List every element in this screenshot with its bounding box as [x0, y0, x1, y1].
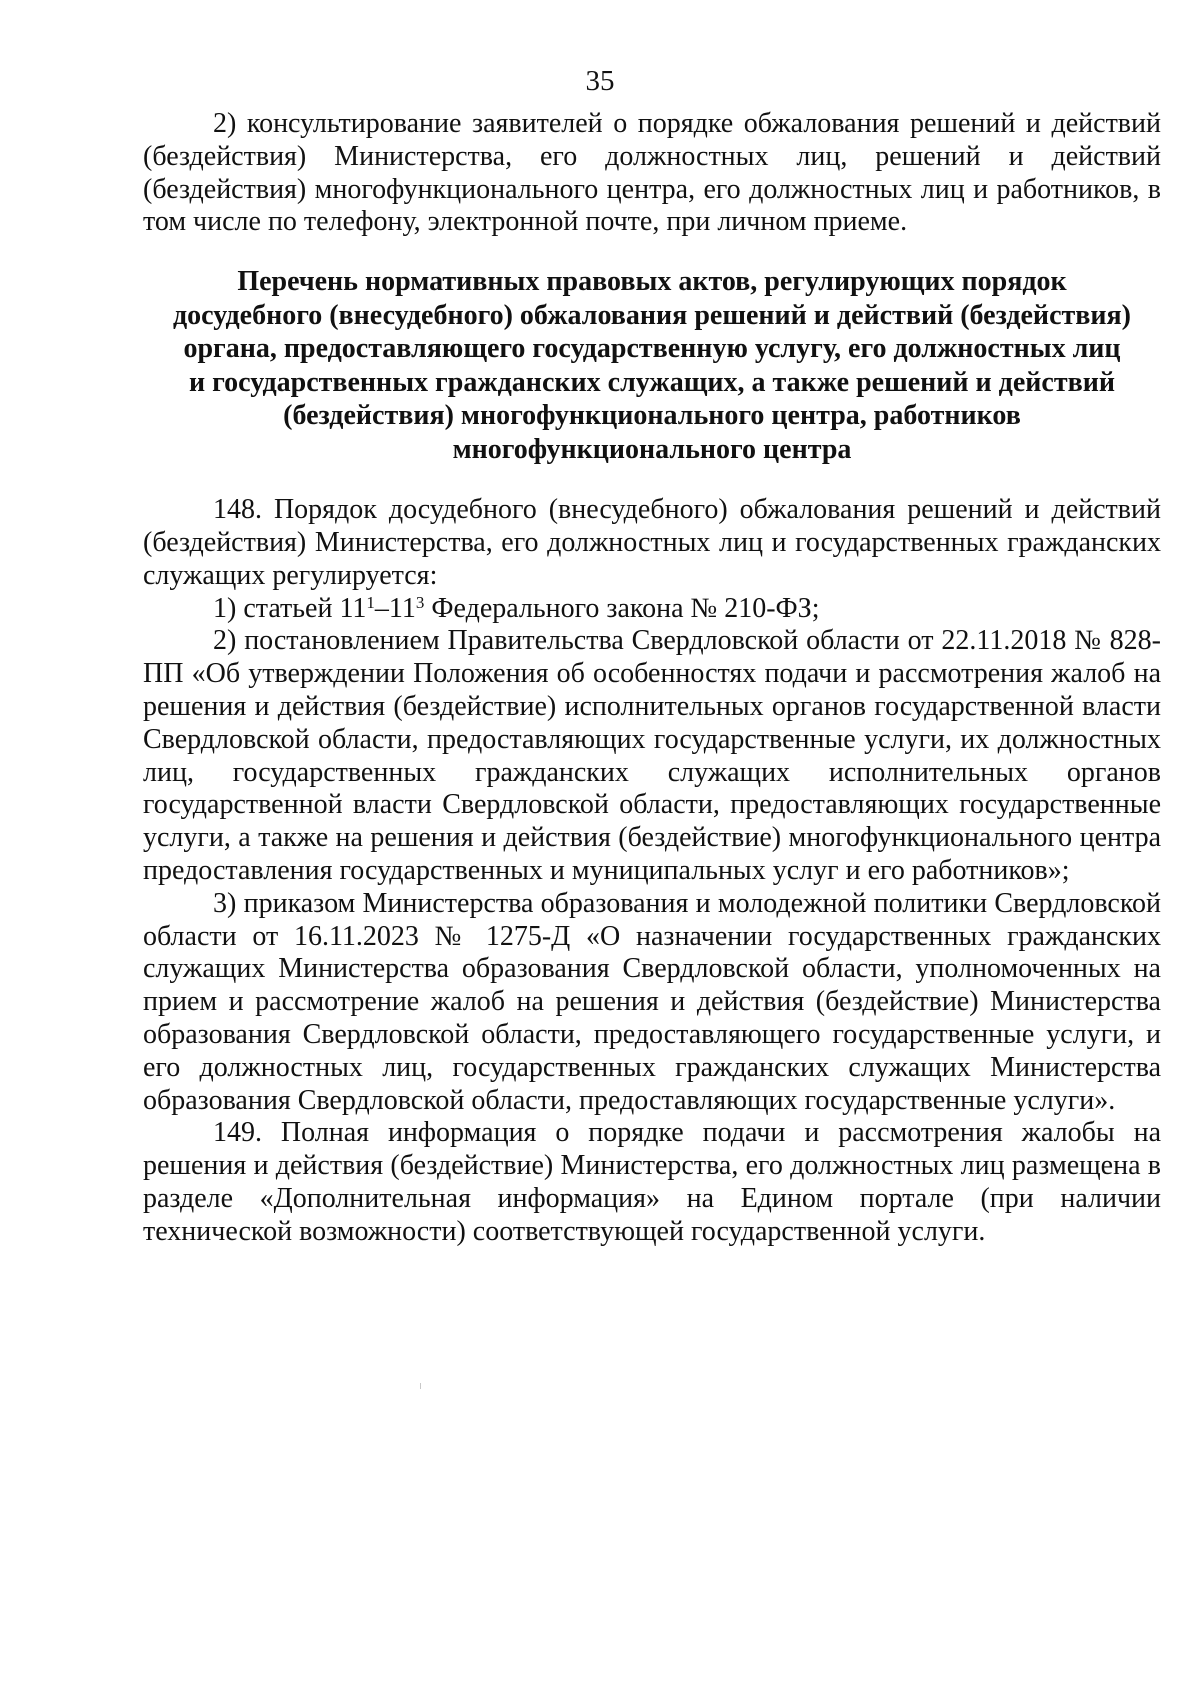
- law-item-1-prefix: 1) статьей 11: [213, 592, 367, 624]
- law-item-2: 2) постановлением Правительства Свердловской области от 22.11.2018 № 828-ПП «Об утверждении Положения об особенностях подачи и рассмотрения жалоб на решения и действия (бездействие) исполнительных органов государственной власти Свердловской области, предоставляющих государственные услуги, их должностных лиц, государственных гражданских служащих исполнительных органов государственной власти Свердловской области, предоставляющих государственные услуги, а также на решения и действия (бездействие) многофункционального центра предоставления государственных и муниципальных услуг и его работников»;: [143, 625, 1161, 886]
- law-item-3: 3) приказом Министерства образования и молодежной политики Свердловской области от 16.11.2023 № 1275-Д «О назначении государственных гражданских служащих Министерства образования Свердловской области, уполномоченных на прием и рассмотрение жалоб на решения и действия (бездействие) Министерства образования Свердловской области, предоставляющего государственные услуги, и его должностных лиц, государственных гражданских служащих Министерства образования Свердловской области, предоставляющих государственные услуги».: [143, 887, 1161, 1116]
- page-number: 35: [585, 65, 615, 97]
- scan-artifact: [420, 1383, 421, 1389]
- heading-line: Перечень нормативных правовых актов, регулирующих порядок: [237, 266, 1067, 298]
- section-heading: [143, 265, 1161, 466]
- heading-line: (бездействия) многофункционального центра, работников: [283, 400, 1021, 432]
- superscript-1: 1: [366, 592, 375, 612]
- document-body: [143, 108, 1161, 1249]
- heading-line: досудебного (внесудебного) обжалования решений и действий (бездействия): [173, 299, 1131, 331]
- paragraph-149: 149. Полная информация о порядке подачи и рассмотрения жалобы на решения и действия (бездействие) Министерства, его должностных лиц размещена в разделе «Дополнительная информация» на Едином портале (при наличии технической возможности) соответствующей государственной услуги.: [143, 1117, 1161, 1247]
- paragraph-148: 148. Порядок досудебного (внесудебного) обжалования решений и действий (бездействия) Министерства, его должностных лиц и государственных гражданских служащих регулируется:: [143, 494, 1161, 591]
- heading-line: многофункционального центра: [452, 433, 852, 465]
- law-item-1-suffix: Федерального закона № 210-ФЗ;: [424, 592, 820, 624]
- heading-line: органа, предоставляющего государственную услугу, его должностных лиц: [183, 333, 1121, 365]
- law-item-1: [143, 593, 1161, 626]
- law-item-1-range: –11: [374, 592, 416, 624]
- consultation-item: 2) консультирование заявителей о порядке обжалования решений и действий (бездействия) Министерства, его должностных лиц, решений и действий (бездействия) многофункционального центра, его должностных лиц и работников, в том числе по телефону, электронной почте, при личном приеме.: [143, 108, 1161, 238]
- superscript-3: 3: [415, 592, 425, 612]
- heading-line: и государственных гражданских служащих, а также решений и действий: [189, 366, 1115, 398]
